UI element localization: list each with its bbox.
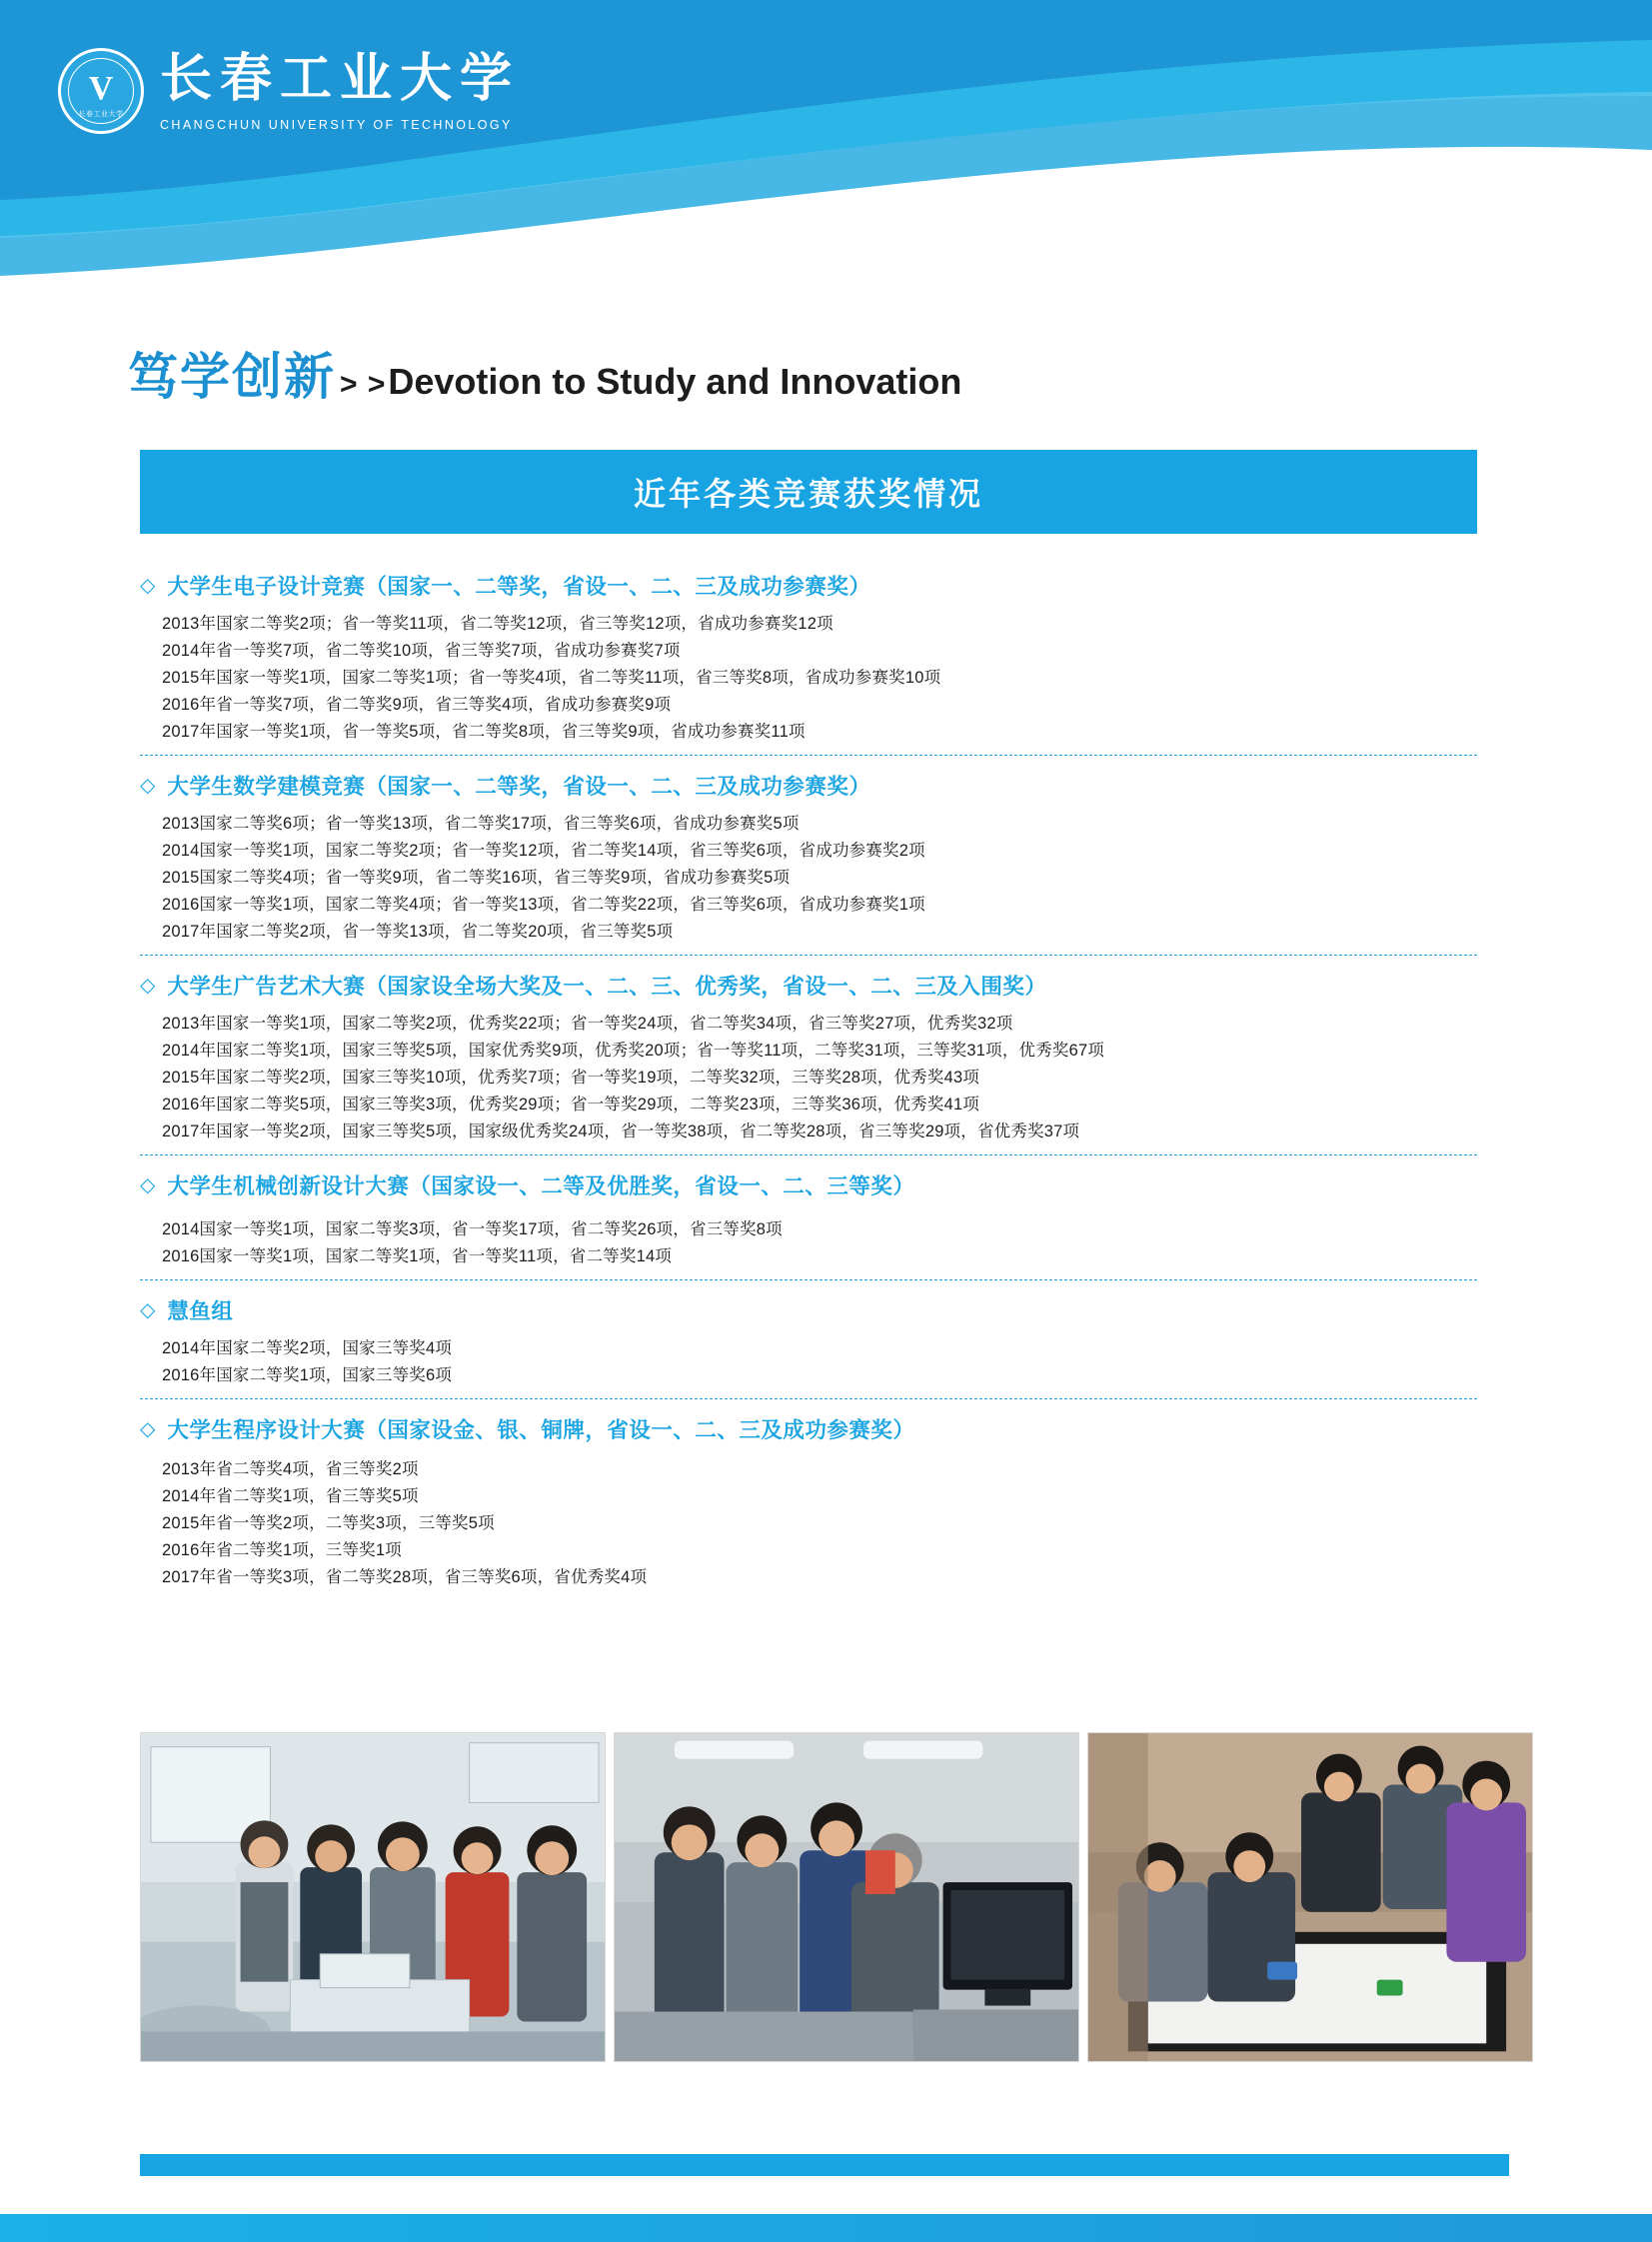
title-arrow-icon: > >: [340, 368, 387, 401]
university-logo: [58, 48, 520, 134]
seal-subtext: 长春工业大学: [78, 111, 124, 118]
award-line: 2016年省二等奖1项，三等奖1项: [162, 1541, 402, 1559]
computer-lab-photo: [614, 1732, 1079, 2062]
award-line: 2017年国家一等奖1项，省一等奖5项，省二等奖8项，省三等奖9项，省成功参赛奖11项: [162, 723, 806, 741]
award-line: 2014年省一等奖7项，省二等奖10项，省三等奖7项，省成功参赛奖7项: [162, 642, 681, 660]
award-line: 2013年国家二等奖2项；省一等奖11项，省二等奖12项，省三等奖12项，省成功参赛奖12项: [162, 615, 833, 633]
award-line: 2016年省一等奖7项，省二等奖9项，省三等奖4项，省成功参赛奖9项: [162, 696, 672, 714]
award-section-title: 大学生电子设计竞赛（国家一、二等奖，省设一、二、三及成功参赛奖）: [167, 575, 871, 599]
award-line: 2014年国家二等奖1项，国家三等奖5项，国家优秀奖9项，优秀奖20项；省一等奖11项，二等奖31项，三等奖31项，优秀奖67项: [162, 1042, 1105, 1060]
photo-gallery: [140, 1732, 1533, 2062]
award-line: 2016年国家二等奖1项，国家三等奖6项: [162, 1366, 453, 1384]
header-decorative-waves: [0, 0, 1652, 290]
page-title-en: Devotion to Study and Innovation: [388, 361, 962, 402]
award-line: 2014年国家二等奖2项，国家三等奖4项: [162, 1339, 453, 1357]
award-line-list: [162, 1216, 1477, 1270]
award-line-list: [162, 1011, 1477, 1145]
award-sections: [140, 570, 1477, 1591]
award-line: 2016国家一等奖1项，国家二等奖1项，省一等奖11项，省二等奖14项: [162, 1247, 673, 1265]
page-title-cn: 笃学创新: [128, 349, 336, 405]
award-line: 2016年国家二等奖5项，国家三等奖3项，优秀奖29项；省一等奖29项，二等奖23项，三等奖36项，优秀奖41项: [162, 1096, 980, 1114]
award-line-list: [162, 1456, 1477, 1591]
page-header: [0, 0, 1652, 290]
award-line-list: [162, 611, 1477, 746]
diamond-bullet-icon: ◇: [140, 774, 156, 797]
section-divider: [140, 1154, 1477, 1155]
award-section: [140, 1169, 1477, 1270]
award-section: [140, 770, 1477, 946]
section-divider: [140, 1279, 1477, 1280]
award-line: 2014国家一等奖1项，国家二等奖2项；省一等奖12项，省二等奖14项，省三等奖6项，省成功参赛奖2项: [162, 842, 925, 860]
award-line: 2017年省一等奖3项，省二等奖28项，省三等奖6项，省优秀奖4项: [162, 1568, 648, 1586]
award-section-title: 慧鱼组: [167, 1299, 234, 1323]
lab-demonstration-photo: [140, 1732, 606, 2062]
section-divider: [140, 1398, 1477, 1399]
diamond-bullet-icon: ◇: [140, 974, 156, 997]
university-name-en: CHANGCHUN UNIVERSITY OF TECHNOLOGY: [160, 118, 513, 132]
diamond-bullet-icon: ◇: [140, 1173, 156, 1196]
page-title: [128, 337, 961, 409]
award-section-title: 大学生数学建模竞赛（国家一、二等奖，省设一、二、三及成功参赛奖）: [167, 775, 871, 799]
award-line: 2014国家一等奖1项，国家二等奖3项，省一等奖17项，省二等奖26项，省三等奖8项: [162, 1220, 783, 1238]
section-divider: [140, 755, 1477, 756]
diamond-bullet-icon: ◇: [140, 574, 156, 597]
award-section-title: 大学生广告艺术大赛（国家设全场大奖及一、二、三、优秀奖，省设一、二、三及入围奖）: [167, 975, 1047, 999]
diamond-bullet-icon: ◇: [140, 1298, 156, 1321]
award-line: 2017年国家二等奖2项，省一等奖13项，省二等奖20项，省三等奖5项: [162, 923, 674, 941]
award-line: 2016国家一等奖1项，国家二等奖4项；省一等奖13项，省二等奖22项，省三等奖6项，省成功参赛奖1项: [162, 896, 925, 914]
award-section: [140, 570, 1477, 746]
award-line: 2015国家二等奖4项；省一等奖9项，省二等奖16项，省三等奖9项，省成功参赛奖5项: [162, 869, 791, 887]
award-line: 2015年国家一等奖1项，国家二等奖1项；省一等奖4项，省二等奖11项，省三等奖8项，省成功参赛奖10项: [162, 669, 941, 687]
award-line: 2013国家二等奖6项；省一等奖13项，省二等奖17项，省三等奖6项，省成功参赛奖5项: [162, 815, 800, 833]
robot-competition-photo: [1087, 1732, 1533, 2062]
award-line: 2014年省二等奖1项，省三等奖5项: [162, 1487, 419, 1505]
award-section-title: 大学生程序设计大赛（国家设金、银、铜牌，省设一、二、三及成功参赛奖）: [167, 1418, 915, 1442]
award-line: 2013年省二等奖4项，省三等奖2项: [162, 1460, 419, 1478]
diamond-bullet-icon: ◇: [140, 1417, 156, 1440]
section-banner-text: 近年各类竞赛获奖情况: [633, 476, 983, 512]
award-line: 2015年国家二等奖2项，国家三等奖10项，优秀奖7项；省一等奖19项，二等奖32项，三等奖28项，优秀奖43项: [162, 1069, 980, 1087]
award-section-title: 大学生机械创新设计大赛（国家设一、二等及优胜奖，省设一、二、三等奖）: [167, 1174, 915, 1198]
seal-letter: V: [88, 70, 114, 107]
section-banner: [140, 450, 1477, 534]
award-section: [140, 1413, 1477, 1591]
award-line: 2015年省一等奖2项，二等奖3项，三等奖5项: [162, 1514, 495, 1532]
award-line-list: [162, 1335, 1477, 1389]
award-section: [140, 970, 1477, 1145]
university-name-cn: 长春工业大学: [160, 51, 521, 108]
section-divider: [140, 955, 1477, 956]
award-line: 2013年国家一等奖1项，国家二等奖2项，优秀奖22项；省一等奖24项，省二等奖34项，省三等奖27项，优秀奖32项: [162, 1015, 1013, 1033]
university-seal-icon: [58, 48, 144, 134]
award-line-list: [162, 811, 1477, 946]
footer-bottom-band: [0, 2214, 1652, 2242]
award-line: 2017年国家一等奖2项，国家三等奖5项，国家级优秀奖24项，省一等奖38项，省二等奖28项，省三等奖29项，省优秀奖37项: [162, 1122, 1080, 1140]
award-section: [140, 1294, 1477, 1389]
footer-accent-bar: [140, 2154, 1509, 2176]
